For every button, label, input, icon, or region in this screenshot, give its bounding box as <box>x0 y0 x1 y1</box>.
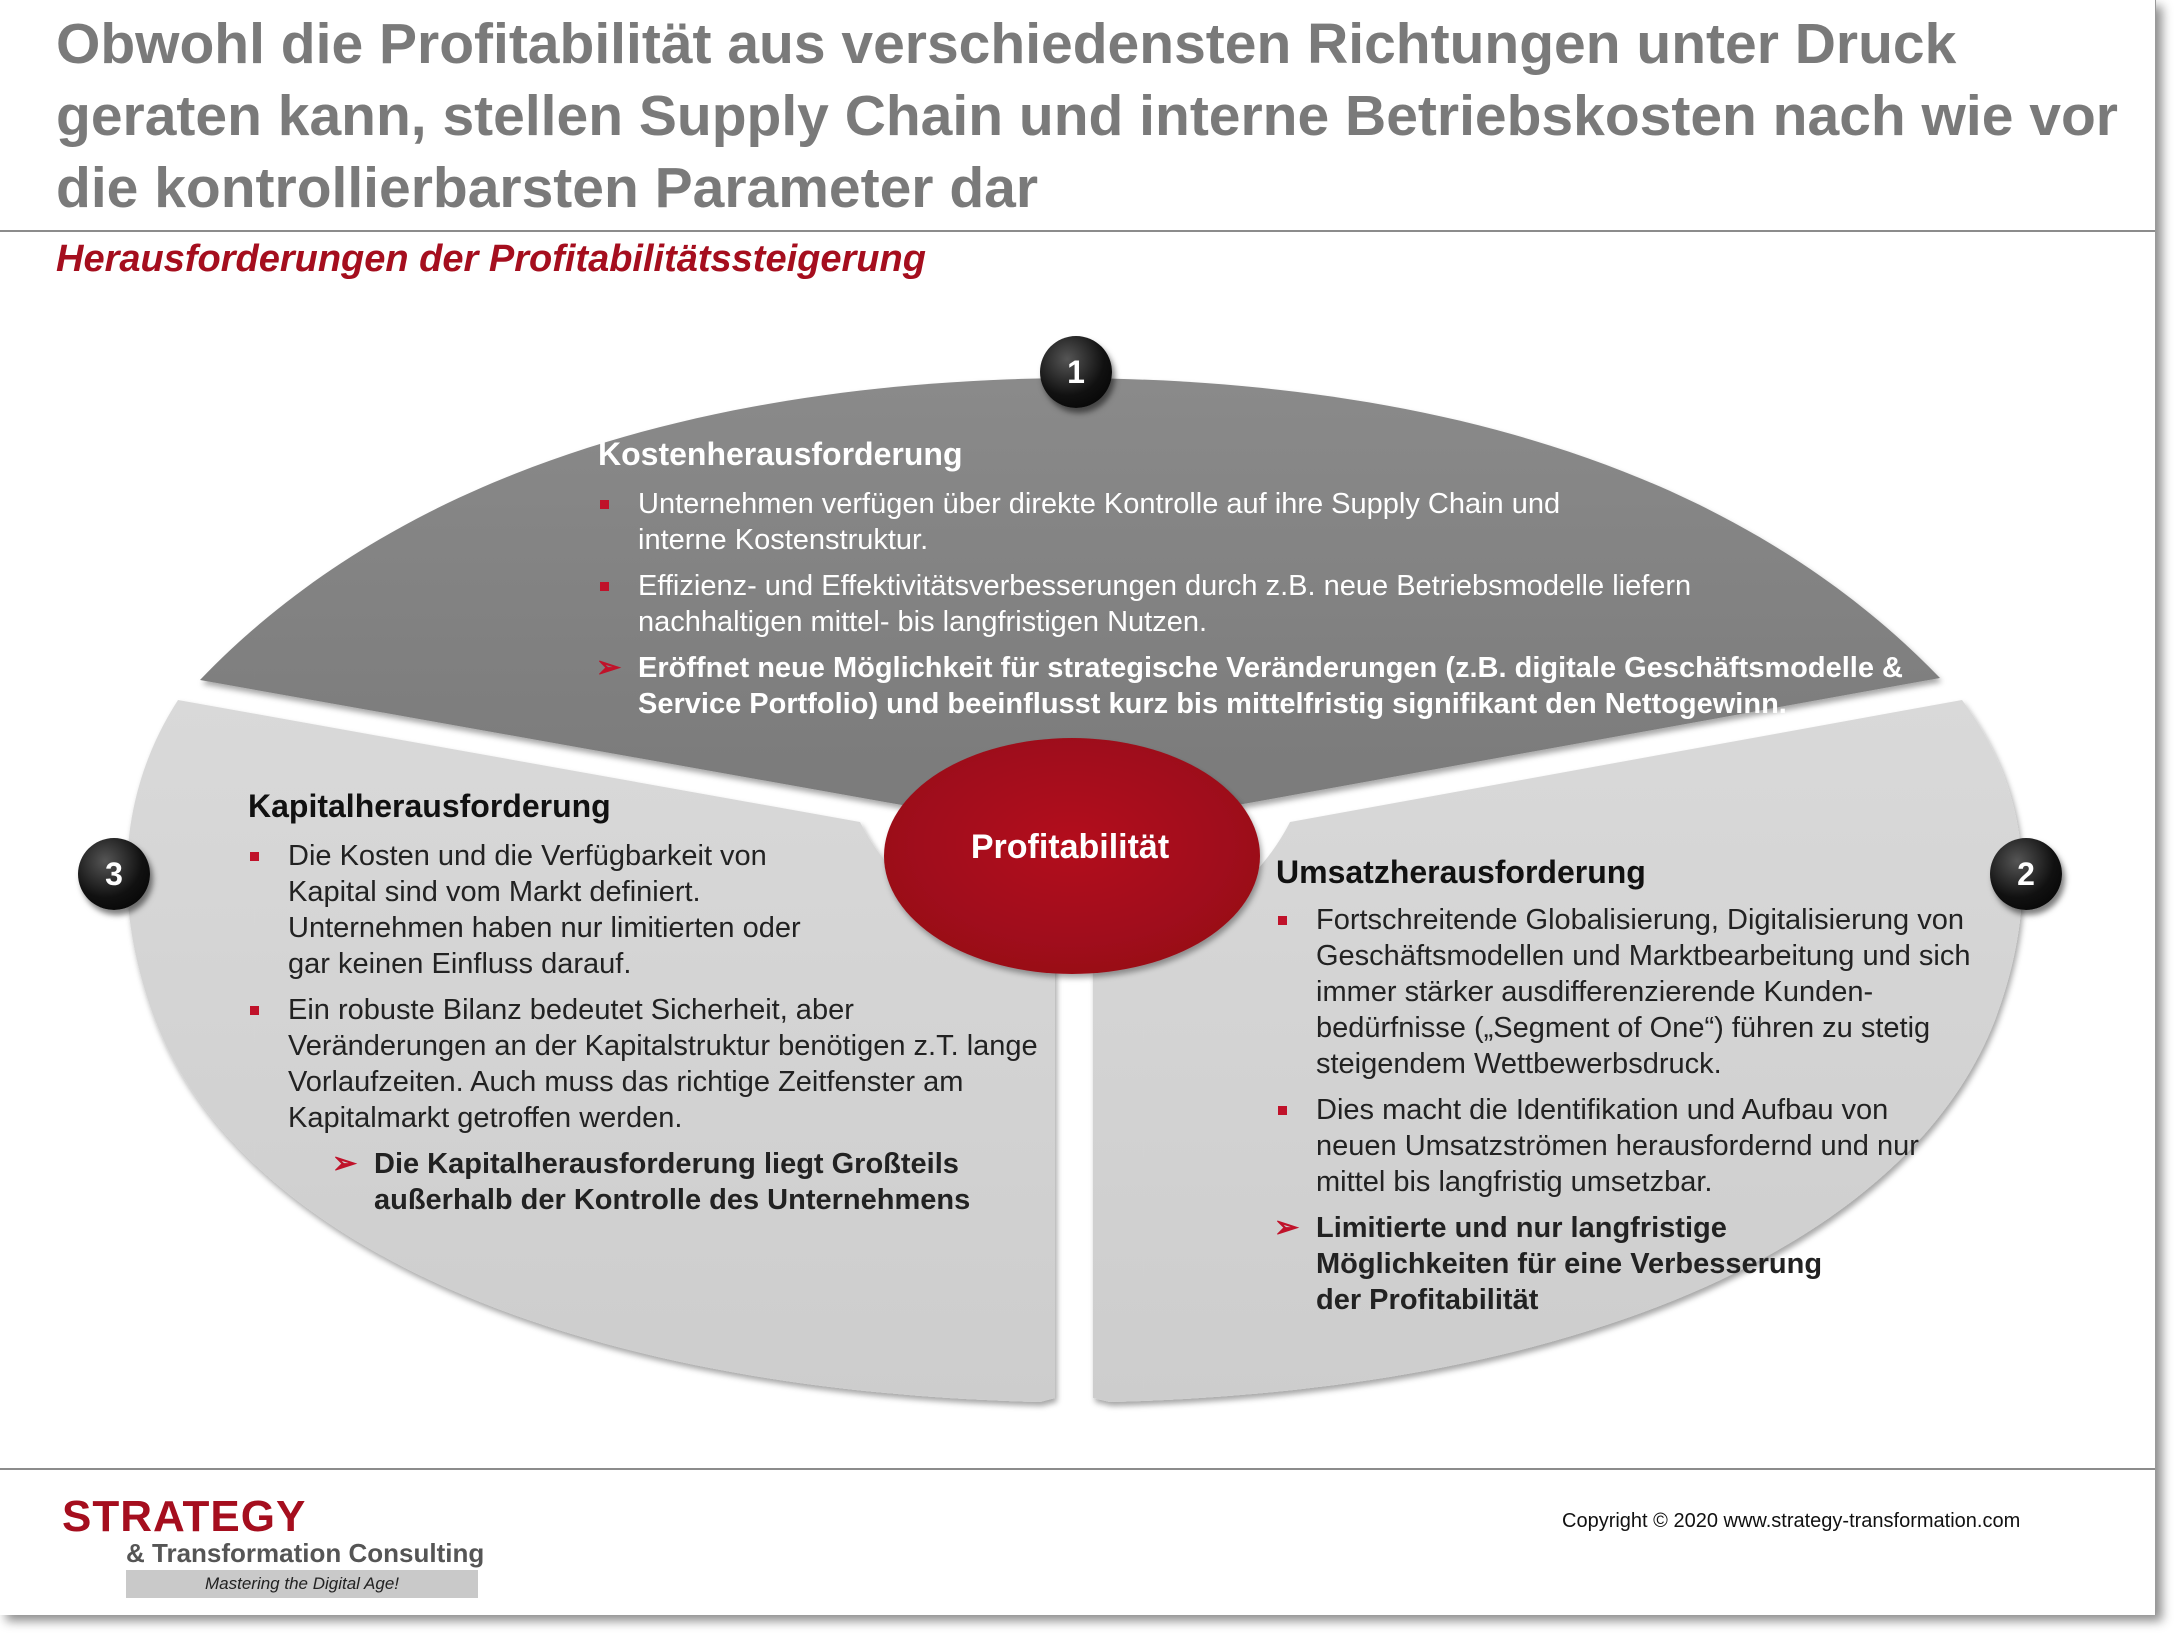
red-square-bullet-icon <box>1278 916 1287 925</box>
capital-bullet: Ein robuste Bilanz bedeutet Sicherheit, aber Veränderungen an der Kapitalstruktur benötigen z.T. lange Vorlaufzeiten. Auch muss das richtige Zeitfenster am Kapitalmarkt getroffen werden. <box>248 992 1048 1136</box>
cost-conclusion: ➢ Eröffnet neue Möglichkeit für strategische Veränderungen (z.B. digitale Geschäftsmodelle & Service Portfolio) und beeinflusst kurz bis mittelfristig signifikant den Nettogewinn. <box>596 651 1903 720</box>
cost-text <box>598 486 1938 732</box>
revenue-conclusion: ➢ Limitierte und nur langfristige Möglichkeiten für eine Verbesserung der Profitabilität <box>1274 1211 1823 1316</box>
logo-wordmark: STRATEGY <box>62 1492 307 1541</box>
logo-tagline: Mastering the Digital Age! <box>126 1570 478 1598</box>
number-badge-1: 1 <box>1040 336 1112 408</box>
page-title: Obwohl die Profitabilität aus verschiedensten Richtungen unter Druck geraten kann, stellen Supply Chain und interne Betriebskosten nach wie vor die kontrollierbarsten Parameter dar <box>56 12 2118 220</box>
revenue-bullet: Dies macht die Identifikation und Aufbau von neuen Umsatzströmen herausfordernd und nur mittel bis langfristig umsetzbar. <box>1276 1092 1936 1200</box>
cost-bullet: Unternehmen verfügen über direkte Kontrolle auf ihre Supply Chain und interne Kostenstruktur. <box>598 486 1598 558</box>
number-badge-3: 3 <box>78 838 150 910</box>
capital-text <box>248 838 1038 1228</box>
revenue-bullet: Fortschreitende Globalisierung, Digitalisierung von Geschäftsmodellen und Marktbearbeitung und sich immer stärker ausdifferenzierende Kunden-bedürfnisse („Segment of One“) führen zu stetig steigendem Wettbewerbsdruck. <box>1276 902 2016 1082</box>
red-square-bullet-icon <box>1278 1106 1287 1115</box>
capital-bullet: Die Kosten und die Verfügbarkeit von Kapital sind vom Markt definiert. Unternehmen haben nur limitierten oder gar keinen Einfluss darauf. <box>248 838 848 982</box>
copyright-text: Copyright © 2020 www.strategy-transformation.com <box>1562 1510 2021 1532</box>
revenue-text <box>1276 902 2016 1328</box>
cost-heading: Kostenherausforderung <box>598 436 963 472</box>
number-badge-2: 2 <box>1990 838 2062 910</box>
capital-heading: Kapitalherausforderung <box>248 788 611 824</box>
logo-subtitle: & Transformation Consulting <box>126 1538 485 1568</box>
cost-bullet: Effizienz- und Effektivitätsverbesserungen durch z.B. neue Betriebsmodelle liefern nachhaltigen mittel- bis langfristigen Nutzen. <box>598 568 1788 640</box>
red-square-bullet-icon <box>250 1006 259 1015</box>
red-arrow-icon: ➢ <box>1274 1211 1300 1244</box>
red-square-bullet-icon <box>250 852 259 861</box>
page-subtitle: Herausforderungen der Profitabilitätssteigerung <box>56 238 926 280</box>
center-label: Profitabilität <box>970 828 1170 866</box>
capital-conclusion: ➢ Die Kapitalherausforderung liegt Großteils außerhalb der Kontrolle des Unternehmens <box>332 1147 971 1216</box>
red-square-bullet-icon <box>600 582 609 591</box>
footer-divider <box>0 1468 2155 1470</box>
red-arrow-icon: ➢ <box>596 651 622 684</box>
revenue-heading: Umsatzherausforderung <box>1276 854 1646 890</box>
red-arrow-icon: ➢ <box>332 1147 358 1180</box>
red-square-bullet-icon <box>600 500 609 509</box>
